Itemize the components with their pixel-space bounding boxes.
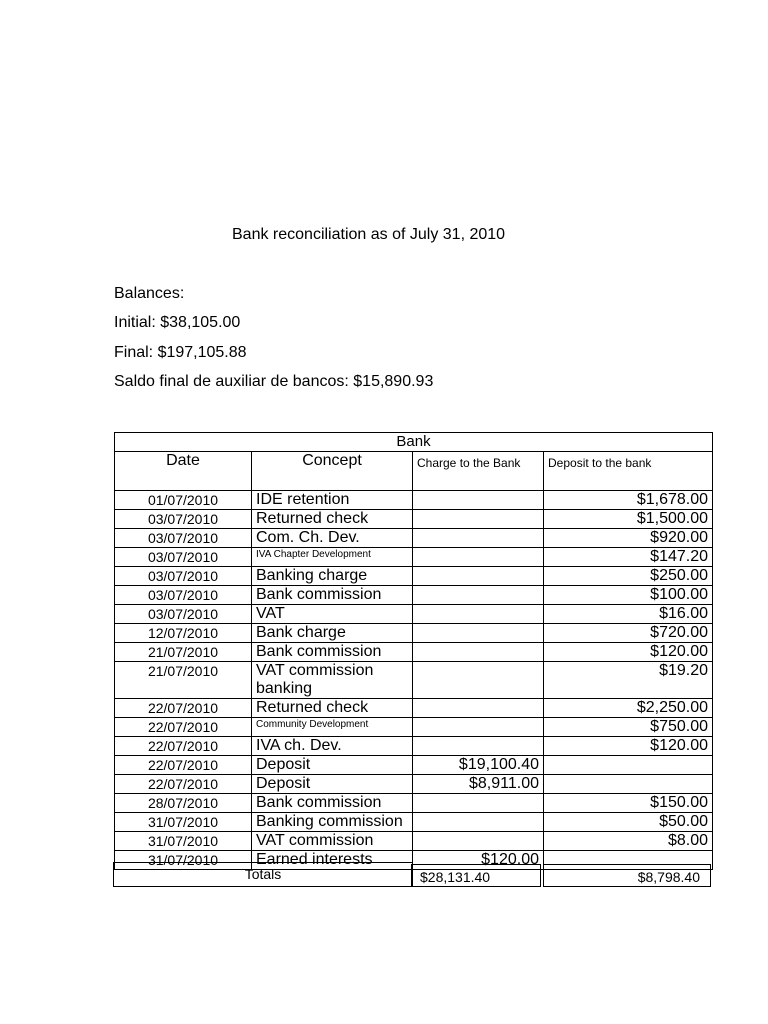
deposit-cell: $19.20	[544, 662, 713, 699]
auxiliary-final-balance: Saldo final de auxiliar de bancos: $15,890.93	[114, 373, 434, 390]
charge-cell	[413, 794, 544, 813]
charge-cell	[413, 832, 544, 851]
table-bank-header-row	[115, 433, 713, 452]
date-cell: 22/07/2010	[115, 699, 252, 718]
concept-cell: Earned interests	[252, 851, 413, 870]
table-row	[115, 529, 713, 548]
charge-cell	[413, 699, 544, 718]
concept-cell: Bank commission	[252, 643, 413, 662]
charge-cell	[413, 586, 544, 605]
bank-header: Bank	[115, 433, 713, 452]
total-charge: $28,131.40	[411, 864, 541, 887]
deposit-cell: $2,250.00	[544, 699, 713, 718]
date-cell: 22/07/2010	[115, 775, 252, 794]
table-row	[115, 491, 713, 510]
deposit-cell: $1,678.00	[544, 491, 713, 510]
charge-cell	[413, 624, 544, 643]
charge-cell	[413, 718, 544, 737]
concept-cell: Bank commission	[252, 794, 413, 813]
concept-cell: Deposit	[252, 756, 413, 775]
table-row	[115, 586, 713, 605]
bank-reconciliation-table	[114, 432, 713, 870]
table-row	[115, 737, 713, 756]
date-column-header: Date	[115, 452, 252, 491]
charge-cell: $19,100.40	[413, 756, 544, 775]
deposit-cell	[544, 756, 713, 775]
charge-cell	[413, 605, 544, 624]
date-cell: 31/07/2010	[115, 813, 252, 832]
concept-cell: Banking commission	[252, 813, 413, 832]
table-row	[115, 756, 713, 775]
date-cell: 31/07/2010	[115, 851, 252, 870]
date-cell: 03/07/2010	[115, 510, 252, 529]
table-row	[115, 567, 713, 586]
initial-balance: Initial: $38,105.00	[114, 314, 241, 331]
totals-row	[113, 862, 711, 886]
charge-cell	[413, 548, 544, 567]
table-row	[115, 794, 713, 813]
concept-cell: IDE retention	[252, 491, 413, 510]
date-cell: 01/07/2010	[115, 491, 252, 510]
table-row	[115, 662, 713, 699]
deposit-cell: $120.00	[544, 643, 713, 662]
deposit-cell: $1,500.00	[544, 510, 713, 529]
concept-cell: VAT commission	[252, 832, 413, 851]
deposit-cell: $8.00	[544, 832, 713, 851]
deposit-cell: $120.00	[544, 737, 713, 756]
date-cell: 31/07/2010	[115, 832, 252, 851]
concept-cell: Returned check	[252, 699, 413, 718]
charge-cell	[413, 643, 544, 662]
concept-cell: Bank commission	[252, 586, 413, 605]
date-cell: 22/07/2010	[115, 756, 252, 775]
concept-cell: Com. Ch. Dev.	[252, 529, 413, 548]
total-deposit: $8,798.40	[543, 864, 711, 887]
table-row	[115, 718, 713, 737]
deposit-column-header: Deposit to the bank	[544, 452, 713, 491]
concept-cell: Banking charge	[252, 567, 413, 586]
balances-label: Balances:	[114, 285, 185, 302]
table-row	[115, 775, 713, 794]
concept-cell: Returned check	[252, 510, 413, 529]
table-row	[115, 643, 713, 662]
deposit-cell: $147.20	[544, 548, 713, 567]
date-cell: 03/07/2010	[115, 548, 252, 567]
date-cell: 12/07/2010	[115, 624, 252, 643]
deposit-cell: $150.00	[544, 794, 713, 813]
charge-cell	[413, 529, 544, 548]
document-title: Bank reconciliation as of July 31, 2010	[232, 226, 506, 243]
deposit-cell	[544, 775, 713, 794]
charge-cell: $8,911.00	[413, 775, 544, 794]
final-balance: Final: $197,105.88	[114, 344, 247, 361]
date-cell: 03/07/2010	[115, 605, 252, 624]
deposit-cell: $16.00	[544, 605, 713, 624]
charge-cell: $120.00	[413, 851, 544, 870]
table-row	[115, 605, 713, 624]
concept-cell: Bank charge	[252, 624, 413, 643]
date-cell: 21/07/2010	[115, 643, 252, 662]
date-cell: 22/07/2010	[115, 718, 252, 737]
concept-cell: Community Development	[252, 718, 413, 737]
charge-cell	[413, 813, 544, 832]
concept-cell: IVA Chapter Development	[252, 548, 413, 567]
table-row	[115, 548, 713, 567]
totals-label: Totals	[113, 862, 413, 887]
date-cell: 03/07/2010	[115, 586, 252, 605]
date-cell: 21/07/2010	[115, 662, 252, 699]
charge-cell	[413, 737, 544, 756]
charge-cell	[413, 567, 544, 586]
deposit-cell: $920.00	[544, 529, 713, 548]
concept-column-header: Concept	[252, 452, 413, 491]
table-row	[115, 699, 713, 718]
table-row	[115, 832, 713, 851]
date-cell: 28/07/2010	[115, 794, 252, 813]
table-row	[115, 510, 713, 529]
deposit-cell: $100.00	[544, 586, 713, 605]
table-row	[115, 813, 713, 832]
date-cell: 03/07/2010	[115, 529, 252, 548]
deposit-cell: $720.00	[544, 624, 713, 643]
date-cell: 22/07/2010	[115, 737, 252, 756]
concept-cell: VAT	[252, 605, 413, 624]
concept-cell: Deposit	[252, 775, 413, 794]
deposit-cell: $750.00	[544, 718, 713, 737]
table-row	[115, 624, 713, 643]
deposit-cell: $250.00	[544, 567, 713, 586]
charge-cell	[413, 510, 544, 529]
charge-column-header: Charge to the Bank	[413, 452, 544, 491]
charge-cell	[413, 491, 544, 510]
concept-cell: VAT commission banking	[252, 662, 413, 699]
date-cell: 03/07/2010	[115, 567, 252, 586]
charge-cell	[413, 662, 544, 699]
table-column-header-row	[115, 452, 713, 491]
concept-cell: IVA ch. Dev.	[252, 737, 413, 756]
deposit-cell: $50.00	[544, 813, 713, 832]
